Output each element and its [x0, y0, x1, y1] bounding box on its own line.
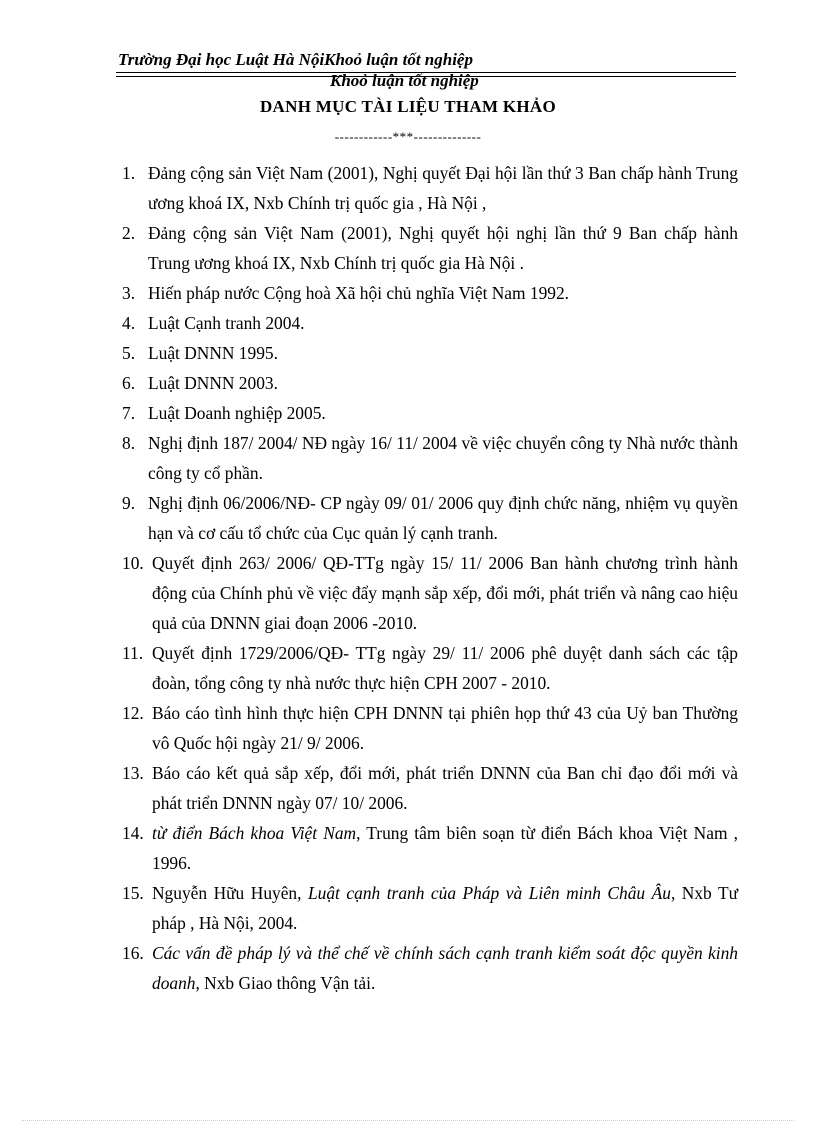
reference-list: [122, 158, 738, 998]
reference-post-text: Đảng cộng sản Việt Nam (2001), Nghị quyết Đại hội lần thứ 3 Ban chấp hành Trung ương khoá IX, Nxb Chính trị quốc gia , Hà Nội ,: [148, 163, 738, 213]
title-separator: ------------***--------------: [334, 129, 482, 144]
reference-number: 8.: [122, 433, 136, 453]
reference-number: 9.: [122, 493, 136, 513]
reference-post-text: Đảng cộng sản Việt Nam (2001), Nghị quyết hội nghị lần thứ 9 Ban chấp hành Trung ương khoá IX, Nxb Chính trị quốc gia Hà Nội .: [148, 223, 738, 273]
reference-italic-text: từ điển Bách khoa Việt Nam: [152, 823, 357, 843]
reference-item: [122, 758, 738, 818]
reference-number: 5.: [122, 343, 136, 363]
reference-item: [122, 398, 738, 428]
reference-number: 16.: [122, 943, 144, 963]
reference-post-text: Luật DNNN 2003.: [148, 373, 278, 393]
reference-number: 2.: [122, 223, 136, 243]
reference-item: [122, 878, 738, 938]
reference-number: 14.: [122, 823, 144, 843]
reference-item: [122, 548, 738, 638]
reference-post-text: Quyết định 263/ 2006/ QĐ-TTg ngày 15/ 11/ 2006 Ban hành chương trình hành động của Chính phủ về việc đẩy mạnh sắp xếp, đổi mới, phát triển và nâng cao hiệu quả của DNNN giai đoạn 2006 -2010.: [152, 553, 738, 633]
reference-item: [122, 278, 738, 308]
reference-post-text: Quyết định 1729/2006/QĐ- TTg ngày 29/ 11/ 2006 phê duyệt danh sách các tập đoàn, tổng công ty nhà nước thực hiện CPH 2007 - 2010.: [152, 643, 738, 693]
reference-number: 10.: [122, 553, 144, 573]
reference-pre-text: Nguyễn Hữu Huyên,: [152, 883, 308, 903]
reference-item: [122, 488, 738, 548]
reference-post-text: Nghị định 187/ 2004/ NĐ ngày 16/ 11/ 2004 về việc chuyển công ty Nhà nước thành công ty cổ phần.: [148, 433, 738, 483]
reference-item: [122, 638, 738, 698]
reference-post-text: , Nxb Giao thông Vận tải.: [195, 973, 376, 993]
reference-post-text: Luật Cạnh tranh 2004.: [148, 313, 305, 333]
reference-item: [122, 428, 738, 488]
reference-number: 1.: [122, 163, 136, 183]
reference-italic-text: Luật cạnh tranh của Pháp và Liên minh Châu Âu: [308, 883, 671, 903]
reference-number: 4.: [122, 313, 136, 333]
reference-post-text: , Trung tâm biên soạn từ điển Bách khoa Việt Nam , 1996.: [152, 823, 738, 873]
page-bottom-border: [22, 1120, 794, 1121]
reference-number: 13.: [122, 763, 144, 783]
reference-post-text: Báo cáo kết quả sắp xếp, đổi mới, phát triển DNNN của Ban chỉ đạo đổi mới và phát triển DNNN ngày 07/ 10/ 2006.: [152, 763, 738, 813]
reference-item: [122, 308, 738, 338]
reference-item: [122, 368, 738, 398]
reference-number: 7.: [122, 403, 136, 423]
running-header: Trường Đại học Luật Hà NộiKhoỏ luận tốt nghiệp: [118, 50, 473, 69]
reference-number: 11.: [122, 643, 144, 663]
reference-item: [122, 338, 738, 368]
reference-number: 6.: [122, 373, 136, 393]
reference-number: 15.: [122, 883, 144, 903]
reference-number: 3.: [122, 283, 136, 303]
running-subheader: Khoỏ luận tốt nghiệp: [330, 71, 479, 90]
reference-post-text: Hiến pháp nước Cộng hoà Xã hội chủ nghĩa Việt Nam 1992.: [148, 283, 570, 303]
reference-post-text: Nghị định 06/2006/NĐ- CP ngày 09/ 01/ 2006 quy định chức năng, nhiệm vụ quyền hạn và cơ cấu tổ chức của Cục quản lý cạnh tranh.: [148, 493, 738, 543]
page-title: DANH MỤC TÀI LIỆU THAM KHẢO: [259, 97, 557, 116]
reference-item: [122, 218, 738, 278]
reference-item: [122, 938, 738, 998]
reference-item: [122, 818, 738, 878]
reference-post-text: Luật Doanh nghiệp 2005.: [148, 403, 326, 423]
reference-item: [122, 158, 738, 218]
reference-post-text: Luật DNNN 1995.: [148, 343, 278, 363]
reference-post-text: Báo cáo tình hình thực hiện CPH DNNN tại phiên họp thứ 43 của Uỷ ban Thường vô Quốc hội ngày 21/ 9/ 2006.: [152, 703, 738, 753]
reference-post-text: , Nxb Tư pháp , Hà Nội, 2004.: [152, 883, 738, 933]
reference-italic-text: Các vấn đề pháp lý và thể chế về chính sách cạnh tranh kiểm soát độc quyền kinh doanh: [152, 943, 738, 993]
reference-item: [122, 698, 738, 758]
reference-number: 12.: [122, 703, 144, 723]
